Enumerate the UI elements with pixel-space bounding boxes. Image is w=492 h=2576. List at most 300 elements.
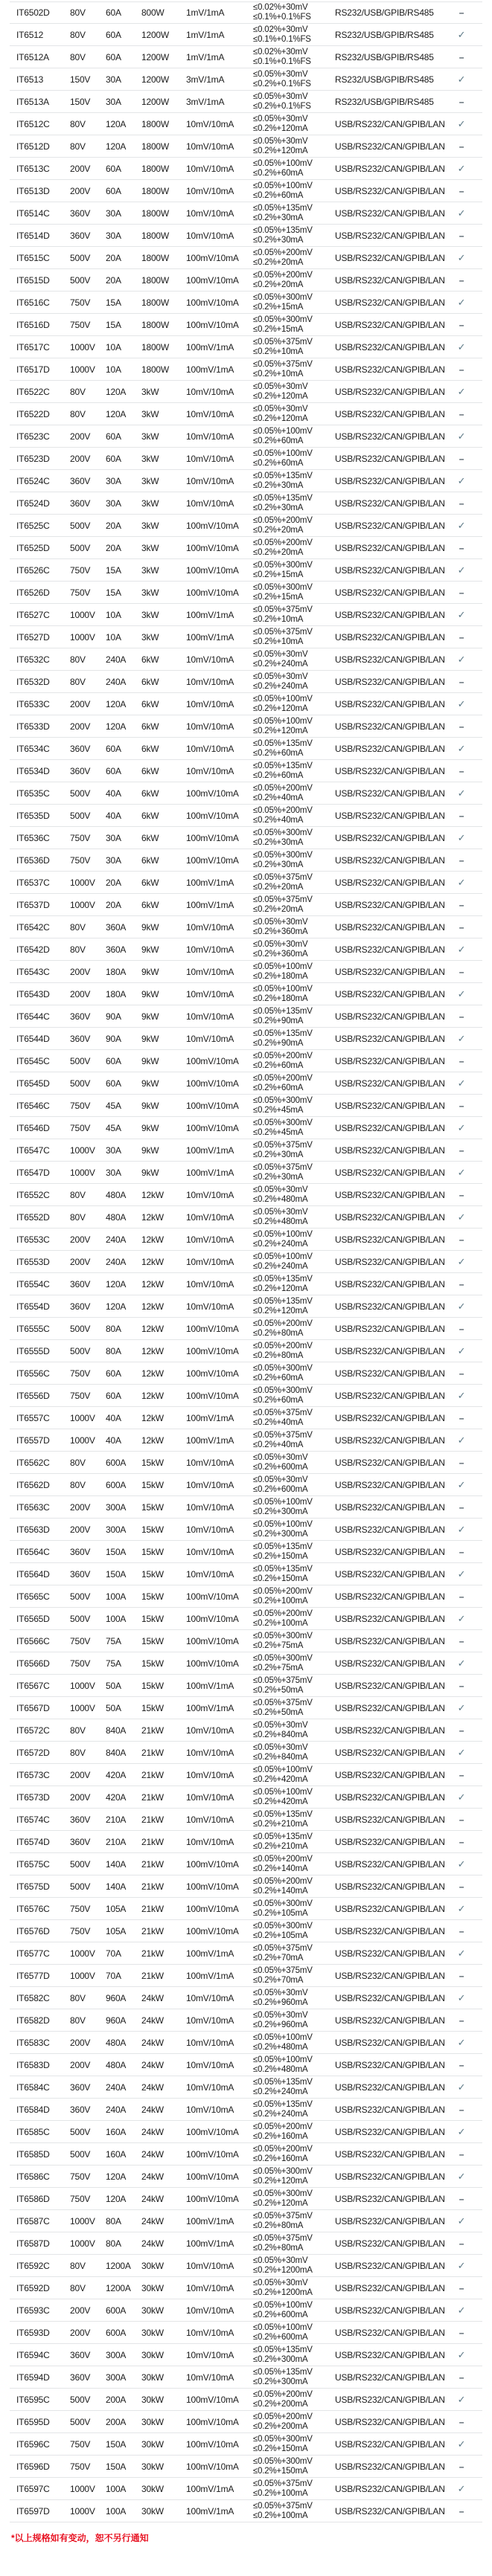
accuracy-cell (253, 25, 311, 45)
power-cell: 30kW (141, 2395, 164, 2405)
model-cell: IT6543C (16, 967, 50, 977)
table-row (0, 961, 492, 983)
model-cell: IT6517D (16, 364, 50, 375)
model-cell: IT6567D (16, 1703, 50, 1713)
voltage-cell: 80V (70, 1458, 86, 1468)
accuracy-cell (253, 1855, 313, 1874)
model-cell: IT6592D (16, 2283, 50, 2293)
accuracy-cell (253, 494, 313, 513)
accuracy-current: ≤0.2%+60mA (253, 1061, 304, 1070)
power-cell: 3kW (141, 565, 159, 576)
interfaces-cell: USB/RS232/CAN/GPIB/LAN (335, 1859, 445, 1870)
interfaces-cell: USB/RS232/CAN/GPIB/LAN (335, 900, 445, 910)
model-cell: IT6574C (16, 1815, 50, 1825)
check-icon: ✓ (457, 1434, 466, 1446)
interfaces-cell: USB/RS232/CAN/GPIB/LAN (335, 141, 445, 152)
resolution-cell: 10mV/10mA (186, 654, 234, 665)
current-cell: 240A (106, 2082, 127, 2093)
accuracy-cell (253, 248, 313, 268)
check-icon: ✓ (457, 609, 466, 620)
table-row (0, 715, 492, 738)
accuracy-current: ≤0.2%+15mA (253, 303, 304, 312)
accuracy-voltage: ≤0.05%+100mV (253, 2323, 313, 2332)
accuracy-voltage: ≤0.05%+100mV (253, 1788, 313, 1797)
voltage-cell: 360V (70, 1547, 91, 1557)
dash-icon: – (459, 1725, 464, 1736)
accuracy-voltage: ≤0.05%+200mV (253, 538, 313, 547)
table-row (0, 336, 492, 358)
power-cell: 6kW (141, 721, 159, 732)
table-row (0, 1875, 492, 1898)
resolution-cell: 10mV/10mA (186, 944, 234, 955)
voltage-cell: 1000V (70, 364, 95, 375)
current-cell: 40A (106, 811, 121, 821)
accuracy-current: ≤0.2%+40mA (253, 793, 304, 802)
model-cell: IT6553D (16, 1257, 50, 1267)
interfaces-cell: USB/RS232/CAN/GPIB/LAN (335, 2171, 445, 2182)
table-row (0, 314, 492, 336)
accuracy-current: ≤0.1%+0.1%FS (253, 57, 311, 66)
resolution-cell: 100mV/1mA (186, 1971, 234, 1981)
table-row (0, 1251, 492, 1273)
interfaces-cell: USB/RS232/CAN/GPIB/LAN (335, 1168, 445, 1178)
resolution-cell: 10mV/10mA (186, 1279, 234, 1289)
interfaces-cell: USB/RS232/CAN/GPIB/LAN (335, 2461, 445, 2472)
resolution-cell: 100mV/10mA (186, 1368, 239, 1379)
accuracy-voltage: ≤0.05%+100mV (253, 695, 313, 703)
accuracy-voltage: ≤0.05%+375mV (253, 1676, 313, 1685)
accuracy-voltage: ≤0.05%+300mV (253, 583, 313, 592)
voltage-cell: 500V (70, 521, 91, 531)
table-row (0, 1340, 492, 1362)
check-icon: ✓ (457, 118, 466, 129)
accuracy-voltage: ≤0.05%+30mV (253, 1721, 308, 1730)
dash-icon: – (459, 1011, 464, 1022)
accuracy-cell (253, 873, 313, 892)
accuracy-cell (253, 360, 313, 379)
voltage-cell: 200V (70, 1524, 91, 1535)
model-cell: IT6587D (16, 2238, 50, 2249)
interfaces-cell: USB/RS232/CAN/GPIB/LAN (335, 1524, 445, 1535)
voltage-cell: 500V (70, 543, 91, 553)
power-cell: 30kW (141, 2506, 164, 2517)
accuracy-voltage: ≤0.05%+300mV (253, 1096, 313, 1105)
accuracy-voltage: ≤0.05%+375mV (253, 1408, 313, 1417)
interfaces-cell: USB/RS232/CAN/GPIB/LAN (335, 766, 445, 776)
model-cell: IT6537D (16, 900, 50, 910)
dash-icon: – (459, 454, 464, 464)
resolution-cell: 10mV/10mA (186, 1190, 234, 1200)
accuracy-current: ≤0.2%+30mA (253, 1173, 304, 1182)
table-row (0, 2188, 492, 2210)
resolution-cell: 100mV/10mA (186, 2194, 239, 2204)
accuracy-cell (253, 2234, 313, 2253)
power-cell: 21kW (141, 1971, 164, 1981)
interfaces-cell: USB/RS232/CAN/GPIB/LAN (335, 1591, 445, 1602)
interfaces-cell: USB/RS232/CAN/GPIB/LAN (335, 878, 445, 888)
table-row (0, 2210, 492, 2232)
model-cell: IT6554C (16, 1279, 50, 1289)
accuracy-voltage: ≤0.05%+300mV (253, 2457, 313, 2466)
resolution-cell: 100mV/10mA (186, 1614, 239, 1624)
current-cell: 60A (106, 1391, 121, 1401)
table-row (0, 1786, 492, 1809)
model-cell: IT6586C (16, 2171, 50, 2182)
accuracy-voltage: ≤0.05%+200mV (253, 806, 313, 815)
current-cell: 240A (106, 2105, 127, 2115)
accuracy-cell (253, 293, 313, 312)
current-cell: 20A (106, 900, 121, 910)
check-icon: ✓ (457, 1033, 466, 1044)
resolution-cell: 10mV/10mA (186, 387, 234, 397)
accuracy-cell (253, 962, 313, 982)
power-cell: 9kW (141, 1034, 159, 1044)
model-cell: IT6543D (16, 989, 50, 999)
accuracy-voltage: ≤0.05%+135mV (253, 471, 313, 480)
accuracy-cell (253, 1877, 313, 1896)
voltage-cell: 80V (70, 52, 86, 62)
resolution-cell: 100mV/1mA (186, 1681, 234, 1691)
accuracy-voltage: ≤0.05%+375mV (253, 2212, 313, 2221)
table-row (0, 2456, 492, 2478)
check-icon: ✓ (457, 2037, 466, 2048)
current-cell: 240A (106, 1257, 127, 1267)
accuracy-cell (253, 2412, 313, 2432)
interfaces-cell: USB/RS232/CAN/GPIB/LAN (335, 1904, 445, 1914)
model-cell: IT6552D (16, 1212, 50, 1223)
current-cell: 105A (106, 1926, 127, 1936)
accuracy-voltage: ≤0.05%+30mV (253, 1208, 308, 1217)
table-row (0, 2099, 492, 2121)
accuracy-voltage: ≤0.05%+300mV (253, 1386, 313, 1395)
current-cell: 180A (106, 989, 127, 999)
table-row (0, 738, 492, 760)
power-cell: 6kW (141, 833, 159, 843)
current-cell: 300A (106, 2350, 127, 2360)
accuracy-cell (253, 1966, 313, 1986)
accuracy-voltage: ≤0.05%+100mV (253, 962, 313, 971)
resolution-cell: 100mV/10mA (186, 1346, 239, 1356)
current-cell: 240A (106, 1234, 127, 1245)
voltage-cell: 500V (70, 2149, 91, 2160)
accuracy-voltage: ≤0.05%+300mV (253, 293, 313, 302)
table-row (0, 1519, 492, 1541)
model-cell: IT6535C (16, 788, 50, 799)
model-cell: IT6512 (16, 30, 44, 40)
model-cell: IT6592C (16, 2261, 50, 2271)
resolution-cell: 1mV/1mA (186, 7, 225, 18)
accuracy-current: ≤0.2%+50mA (253, 1686, 304, 1695)
model-cell: IT6577D (16, 1971, 50, 1981)
interfaces-cell: RS232/USB/GPIB/RS485 (335, 52, 434, 62)
accuracy-current: ≤0.2%+60mA (253, 191, 304, 200)
model-cell: IT6534C (16, 744, 50, 754)
model-cell: IT6527C (16, 610, 50, 620)
accuracy-cell (253, 92, 311, 112)
power-cell: 3kW (141, 498, 159, 509)
voltage-cell: 1000V (70, 1413, 95, 1423)
resolution-cell: 10mV/10mA (186, 2328, 234, 2338)
table-row (0, 403, 492, 425)
accuracy-current: ≤0.2%+105mA (253, 1931, 308, 1940)
resolution-cell: 10mV/10mA (186, 2082, 234, 2093)
power-cell: 1200W (141, 74, 170, 85)
accuracy-voltage: ≤0.05%+375mV (253, 895, 313, 904)
current-cell: 600A (106, 2328, 127, 2338)
dash-icon: – (459, 1145, 464, 1156)
resolution-cell: 100mV/10mA (186, 587, 239, 598)
current-cell: 90A (106, 1011, 121, 1022)
accuracy-current: ≤0.2%+10mA (253, 370, 304, 379)
check-icon: ✓ (457, 1903, 466, 1914)
current-cell: 80A (106, 1346, 121, 1356)
accuracy-current: ≤0.2%+15mA (253, 570, 304, 579)
model-cell: IT6532C (16, 654, 50, 665)
dash-icon: – (459, 967, 464, 977)
dash-icon: – (459, 1324, 464, 1334)
power-cell: 24kW (141, 2216, 164, 2226)
accuracy-voltage: ≤0.05%+30mV (253, 672, 308, 681)
model-cell: IT6522D (16, 409, 50, 419)
accuracy-current: ≤0.2%+60mA (253, 1083, 304, 1092)
accuracy-cell (253, 1654, 313, 1673)
voltage-cell: 750V (70, 1658, 91, 1669)
resolution-cell: 10mV/10mA (186, 409, 234, 419)
accuracy-voltage: ≤0.05%+375mV (253, 605, 313, 614)
accuracy-voltage: ≤0.05%+300mV (253, 2189, 313, 2198)
interfaces-cell: USB/RS232/CAN/GPIB/LAN (335, 1190, 445, 1200)
model-cell: IT6556D (16, 1391, 50, 1401)
current-cell: 1200A (106, 2261, 131, 2271)
table-row (0, 849, 492, 872)
table-row (0, 24, 492, 46)
interfaces-cell: USB/RS232/CAN/GPIB/LAN (335, 1011, 445, 1022)
accuracy-cell (253, 2390, 313, 2409)
interfaces-cell: USB/RS232/CAN/GPIB/LAN (335, 855, 445, 866)
accuracy-current: ≤0.2%+140mA (253, 1887, 308, 1896)
power-cell: 9kW (141, 1101, 159, 1111)
interfaces-cell: USB/RS232/CAN/GPIB/LAN (335, 2328, 445, 2338)
accuracy-cell (253, 895, 313, 915)
power-cell: 15kW (141, 1502, 164, 1513)
model-cell: IT6524C (16, 476, 50, 486)
dash-icon: – (459, 1815, 464, 1825)
table-row (0, 805, 492, 827)
interfaces-cell: USB/RS232/CAN/GPIB/LAN (335, 231, 445, 241)
model-cell: IT6562D (16, 1480, 50, 1490)
power-cell: 12kW (141, 1234, 164, 1245)
voltage-cell: 360V (70, 1034, 91, 1044)
accuracy-voltage: ≤0.05%+300mV (253, 1899, 313, 1908)
resolution-cell: 100mV/1mA (186, 342, 234, 352)
accuracy-voltage: ≤0.05%+30mV (253, 650, 308, 659)
voltage-cell: 750V (70, 833, 91, 843)
voltage-cell: 200V (70, 1792, 91, 1803)
accuracy-cell (253, 1609, 313, 1629)
current-cell: 480A (106, 2060, 127, 2070)
interfaces-cell: USB/RS232/CAN/GPIB/LAN (335, 1993, 445, 2003)
interfaces-cell: USB/RS232/CAN/GPIB/LAN (335, 1368, 445, 1379)
table-row (0, 827, 492, 849)
power-cell: 9kW (141, 944, 159, 955)
resolution-cell: 10mV/10mA (186, 1480, 234, 1490)
accuracy-voltage: ≤0.05%+30mV (253, 92, 308, 101)
current-cell: 60A (106, 766, 121, 776)
interfaces-cell: USB/RS232/CAN/GPIB/LAN (335, 1346, 445, 1356)
interfaces-cell: USB/RS232/CAN/GPIB/LAN (335, 1391, 445, 1401)
model-cell: IT6595D (16, 2417, 50, 2427)
accuracy-voltage: ≤0.05%+135mV (253, 1565, 313, 1574)
check-icon: ✓ (457, 1345, 466, 1356)
voltage-cell: 750V (70, 855, 91, 866)
check-icon: ✓ (457, 654, 466, 665)
check-icon: ✓ (457, 2081, 466, 2093)
accuracy-current: ≤0.2%+120mA (253, 2199, 308, 2208)
current-cell: 10A (106, 342, 121, 352)
accuracy-voltage: ≤0.05%+135mV (253, 2100, 313, 2109)
accuracy-current: ≤0.2%+180mA (253, 972, 308, 981)
accuracy-cell (253, 1899, 313, 1919)
current-cell: 30A (106, 231, 121, 241)
resolution-cell: 100mV/10mA (186, 521, 239, 531)
model-cell: IT6572D (16, 1748, 50, 1758)
table-row (0, 1028, 492, 1050)
voltage-cell: 500V (70, 1859, 91, 1870)
table-row (0, 1095, 492, 1117)
accuracy-voltage: ≤0.05%+100mV (253, 1520, 313, 1529)
power-cell: 21kW (141, 1815, 164, 1825)
power-cell: 24kW (141, 2105, 164, 2115)
current-cell: 150A (106, 1569, 127, 1580)
model-cell: IT6566D (16, 1658, 50, 1669)
current-cell: 60A (106, 1078, 121, 1089)
accuracy-current: ≤0.2%+80mA (253, 2244, 304, 2253)
voltage-cell: 360V (70, 476, 91, 486)
voltage-cell: 80V (70, 1212, 86, 1223)
accuracy-current: ≤0.2%+45mA (253, 1106, 304, 1115)
accuracy-current: ≤0.2%+840mA (253, 1730, 308, 1739)
resolution-cell: 10mV/10mA (186, 231, 234, 241)
power-cell: 30kW (141, 2261, 164, 2271)
interfaces-cell: USB/RS232/CAN/GPIB/LAN (335, 1034, 445, 1044)
accuracy-voltage: ≤0.05%+30mV (253, 940, 308, 949)
power-cell: 9kW (141, 1011, 159, 1022)
check-icon: ✓ (457, 2305, 466, 2316)
power-cell: 3kW (141, 521, 159, 531)
power-cell: 21kW (141, 1792, 164, 1803)
spec-table (0, 1, 492, 2522)
model-cell: IT6533C (16, 699, 50, 709)
voltage-cell: 80V (70, 1725, 86, 1736)
accuracy-cell (253, 2345, 313, 2365)
accuracy-current: ≤0.2%+30mA (253, 213, 304, 222)
resolution-cell: 100mV/10mA (186, 855, 239, 866)
table-row (0, 1965, 492, 1987)
check-icon: ✓ (457, 341, 466, 352)
interfaces-cell: RS232/USB/GPIB/RS485 (335, 74, 434, 85)
power-cell: 30kW (141, 2461, 164, 2472)
voltage-cell: 1000V (70, 2216, 95, 2226)
accuracy-voltage: ≤0.05%+375mV (253, 873, 313, 882)
resolution-cell: 10mV/10mA (186, 1725, 234, 1736)
current-cell: 45A (106, 1101, 121, 1111)
power-cell: 9kW (141, 1078, 159, 1089)
model-cell: IT6552C (16, 1190, 50, 1200)
current-cell: 30A (106, 498, 121, 509)
power-cell: 3kW (141, 610, 159, 620)
resolution-cell: 10mV/10mA (186, 1301, 234, 1312)
table-row (0, 91, 492, 113)
interfaces-cell: USB/RS232/CAN/GPIB/LAN (335, 1078, 445, 1089)
accuracy-current: ≤0.2%+80mA (253, 2221, 304, 2230)
resolution-cell: 100mV/10mA (186, 1591, 239, 1602)
voltage-cell: 200V (70, 1770, 91, 1780)
resolution-cell: 10mV/10mA (186, 2283, 234, 2293)
accuracy-voltage: ≤0.05%+375mV (253, 1163, 313, 1172)
check-icon: ✓ (457, 1702, 466, 1713)
voltage-cell: 1000V (70, 1145, 95, 1156)
dash-icon: – (459, 2105, 464, 2115)
resolution-cell: 100mV/10mA (186, 2171, 239, 2182)
model-cell: IT6526C (16, 565, 50, 576)
voltage-cell: 200V (70, 431, 91, 442)
check-icon: ✓ (457, 207, 466, 219)
check-icon: ✓ (457, 1479, 466, 1490)
accuracy-current: ≤0.2%+150mA (253, 1574, 308, 1583)
power-cell: 1800W (141, 253, 170, 263)
power-cell: 1800W (141, 342, 170, 352)
accuracy-current: ≤0.2%+240mA (253, 660, 308, 669)
interfaces-cell: USB/RS232/CAN/GPIB/LAN (335, 476, 445, 486)
voltage-cell: 80V (70, 1480, 86, 1490)
accuracy-cell (253, 672, 307, 692)
accuracy-current: ≤0.2%+80mA (253, 1351, 304, 1360)
dash-icon: – (459, 1190, 464, 1200)
dash-icon: – (459, 2372, 464, 2383)
table-row (0, 1362, 492, 1385)
accuracy-voltage: ≤0.05%+300mV (253, 1654, 313, 1663)
resolution-cell: 10mV/10mA (186, 2372, 234, 2383)
accuracy-current: ≤0.2%+160mA (253, 2154, 308, 2163)
accuracy-cell (253, 2212, 313, 2231)
table-row (0, 2500, 492, 2522)
accuracy-current: ≤0.2%+20mA (253, 883, 304, 892)
power-cell: 800W (141, 7, 164, 18)
current-cell: 960A (106, 2015, 127, 2026)
accuracy-cell (253, 538, 313, 558)
voltage-cell: 80V (70, 409, 86, 419)
check-icon: ✓ (457, 386, 466, 397)
accuracy-current: ≤0.2%+60mA (253, 459, 304, 468)
accuracy-cell (253, 181, 313, 201)
table-row (0, 2366, 492, 2389)
interfaces-cell: USB/RS232/CAN/GPIB/LAN (335, 2350, 445, 2360)
current-cell: 210A (106, 1815, 127, 1825)
current-cell: 140A (106, 1859, 127, 1870)
accuracy-current: ≤0.2%+210mA (253, 1842, 308, 1851)
interfaces-cell: USB/RS232/CAN/GPIB/LAN (335, 1792, 445, 1803)
accuracy-current: ≤0.2%+70mA (253, 1954, 304, 1962)
interfaces-cell: USB/RS232/CAN/GPIB/LAN (335, 1636, 445, 1646)
power-cell: 30kW (141, 2305, 164, 2316)
model-cell: IT6567C (16, 1681, 50, 1691)
voltage-cell: 80V (70, 1748, 86, 1758)
model-cell: IT6516D (16, 320, 50, 330)
accuracy-current: ≤0.2%+300mA (253, 1530, 308, 1539)
resolution-cell: 100mV/1mA (186, 1145, 234, 1156)
interfaces-cell: USB/RS232/CAN/GPIB/LAN (335, 1681, 445, 1691)
interfaces-cell: USB/RS232/CAN/GPIB/LAN (335, 1569, 445, 1580)
